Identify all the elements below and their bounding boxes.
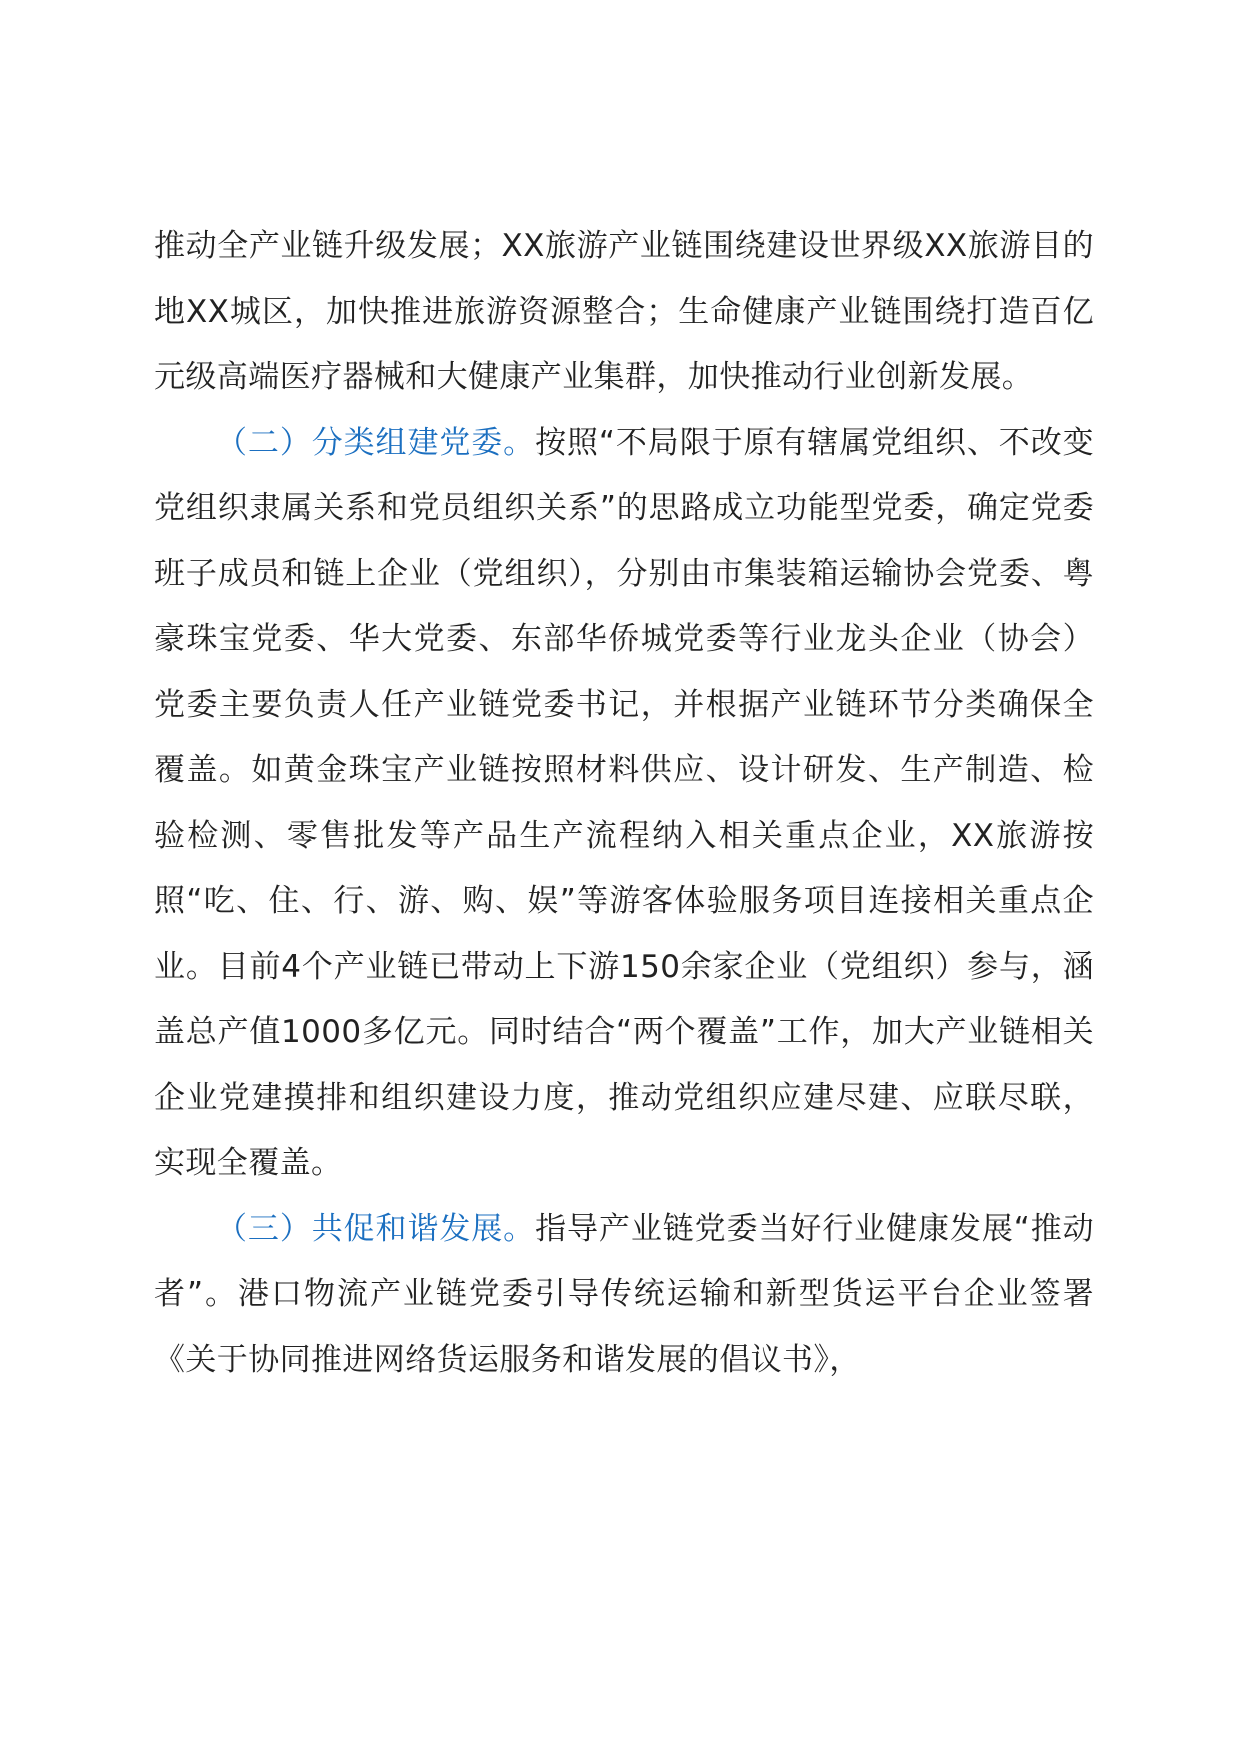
paragraph-1-text: 推动全产业链升级发展；XX旅游产业链围绕建设世界级XX旅游目的地XX城区，加快推进旅游资源整合；生命健康产业链围绕打造百亿元级高端医疗器械和大健康产业集群，加快推动行业创新发展。 xyxy=(154,228,1094,395)
section-heading-2: （二）分类组建党委。 xyxy=(216,424,536,461)
paragraph-1 xyxy=(154,214,1094,411)
section-heading-3: （三）共促和谐发展。 xyxy=(216,1210,536,1247)
paragraph-2-text: 按照“不局限于原有辖属党组织、不改变党组织隶属关系和党员组织关系”的思路成立功能型党委，确定党委班子成员和链上企业（党组织），分别由市集装箱运输协会党委、粤豪珠宝党委、华大党委、东部华侨城党委等行业龙头企业（协会）党委主要负责人任产业链党委书记，并根据产业链环节分类确保全覆盖。如黄金珠宝产业链按照材料供应、设计研发、生产制造、检验检测、零售批发等产品生产流程纳入相关重点企业，XX旅游按照“吃、住、行、游、购、娱”等游客体验服务项目连接相关重点企业。目前4个产业链已带动上下游150余家企业（党组织）参与，涵盖总产值1000多亿元。同时结合“两个覆盖”工作，加大产业链相关企业党建摸排和组织建设力度，推动党组织应建尽建、应联尽联，实现全覆盖。 xyxy=(154,424,1094,1181)
paragraph-3-text: 指导产业链党委当好行业健康发展“推动者”。港口物流产业链党委引导传统运输和新型货运平台企业签署《关于协同推进网络货运服务和谐发展的倡议书》， xyxy=(154,1210,1094,1378)
paragraph-2 xyxy=(154,411,1094,1197)
document-page xyxy=(154,214,1094,1393)
paragraph-3 xyxy=(154,1197,1094,1394)
